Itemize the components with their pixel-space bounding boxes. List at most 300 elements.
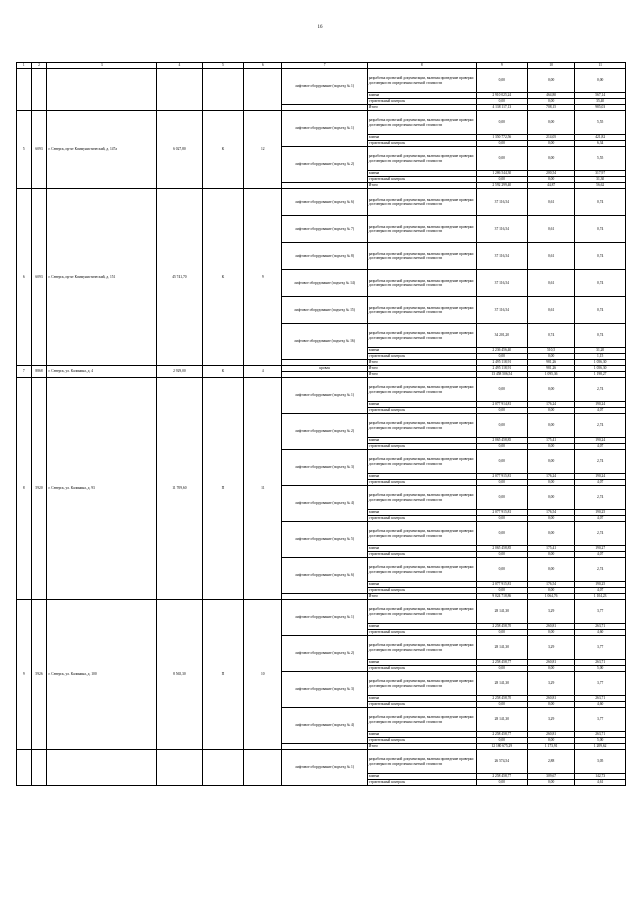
value-cell: 1 209,62 (575, 744, 626, 750)
work-label-cell: строительный контроль (367, 516, 476, 522)
work-label-cell: строительный контроль (367, 99, 476, 105)
value-cell: 1 350 772,56 (476, 135, 527, 141)
area-cell: 45 741,70 (157, 189, 203, 366)
value-cell: 1 064,76 (527, 594, 575, 600)
table-row (17, 69, 626, 93)
value-cell: 4,07 (575, 552, 626, 558)
house-code-cell: 5920 (31, 378, 47, 600)
work-label-cell: строительный контроль (367, 738, 476, 744)
work-label-cell: разработка проектной документации, включая проведение проверки достоверности определения сметной стоимости (367, 672, 476, 696)
work-label-cell: замена (367, 402, 476, 408)
work-label-cell: строительный контроль (367, 666, 476, 672)
floors-cell (244, 750, 282, 786)
floors-cell: 9 (244, 189, 282, 366)
elevator-item-cell: лифтовое оборудование (подъезд № 1) (282, 69, 367, 105)
area-cell: 2 929,00 (157, 366, 203, 378)
value-cell: 37 116,54 (476, 243, 527, 270)
work-label-cell: строительный контроль (367, 444, 476, 450)
elevator-item-cell: лифтовое оборудование (подъезд № 4) (282, 486, 367, 522)
elevator-item-cell: лифтовое оборудование (подъезд № 2) (282, 636, 367, 672)
value-cell: 4,07 (575, 444, 626, 450)
elevator-item-cell: лифтовое оборудование (подъезд № 1) (282, 378, 367, 414)
elevator-item-cell: лифтовое оборудование (подъезд № 16) (282, 324, 367, 360)
value-cell: 0,00 (527, 486, 575, 510)
value-cell: 0,00 (476, 702, 527, 708)
value-cell: 2 592 299,40 (476, 183, 527, 189)
row-number-cell: 7 (17, 366, 32, 378)
value-cell: 0,00 (527, 738, 575, 744)
table-row (17, 189, 626, 216)
work-label-cell: строительный контроль (367, 702, 476, 708)
value-cell: 142,73 (575, 774, 626, 780)
elevator-item-cell: лифтовое оборудование (подъезд № 3) (282, 450, 367, 486)
total-label-cell: Итого (367, 360, 476, 366)
house-code-cell: 8868 (31, 366, 47, 378)
value-cell: 0,74 (575, 270, 626, 297)
work-label-cell: разработка проектной документации, включая проведение проверки достоверности определения сметной стоимости (367, 486, 476, 510)
address-cell: г. Северск, ул. Калинина, д. 100 (47, 600, 157, 750)
value-cell: 260,81 (527, 624, 575, 630)
work-label-cell: Итого (367, 366, 476, 372)
value-cell: 34 201,20 (476, 324, 527, 348)
value-cell: 0,00 (476, 99, 527, 105)
work-label-cell: разработка проектной документации, включая проведение проверки достоверности определения сметной стоимости (367, 216, 476, 243)
value-cell: 37 116,54 (476, 270, 527, 297)
work-label-cell: разработка проектной документации, включая проведение проверки достоверности определения сметной стоимости (367, 450, 476, 474)
value-cell: 0,00 (527, 630, 575, 636)
work-label-cell: замена (367, 546, 476, 552)
value-cell: 0,00 (476, 630, 527, 636)
wall-type-cell (202, 69, 243, 111)
value-cell: 35,40 (575, 99, 626, 105)
value-cell: 0,00 (476, 450, 527, 474)
value-cell: 263,71 (575, 624, 626, 630)
area-cell: 11 709,60 (157, 378, 203, 600)
header-cell: 5 (202, 63, 243, 69)
value-cell: 200,54 (527, 171, 575, 177)
value-cell: 3,29 (527, 636, 575, 660)
work-label-cell: разработка проектной документации, включая проведение проверки достоверности определения сметной стоимости (367, 600, 476, 624)
value-cell: 0,00 (476, 486, 527, 510)
value-cell: 260,81 (527, 660, 575, 666)
elevator-item-cell: лифтовое оборудование (подъезд № 4) (282, 708, 367, 744)
wall-type-cell: К (202, 189, 243, 366)
elevator-item-cell: лифтовое оборудование (подъезд № 2) (282, 147, 367, 183)
value-cell: 2,74 (575, 414, 626, 438)
value-cell: 2,74 (575, 450, 626, 474)
work-label-cell: разработка проектной документации, включая проведение проверки достоверности определения сметной стоимости (367, 69, 476, 93)
work-label-cell: замена (367, 135, 476, 141)
value-cell: 2,74 (575, 378, 626, 402)
value-cell: 0,00 (476, 738, 527, 744)
value-cell: 4,07 (575, 516, 626, 522)
value-cell: 37 116,54 (476, 297, 527, 324)
header-cell: 6 (244, 63, 282, 69)
work-label-cell: замена (367, 93, 476, 99)
value-cell: 4,60 (575, 702, 626, 708)
value-cell: 2 077 915,81 (476, 474, 527, 480)
value-cell: 2 258 458,77 (476, 660, 527, 666)
work-label-cell: строительный контроль (367, 588, 476, 594)
value-cell: 13 458 506,54 (476, 372, 527, 378)
work-label-cell: строительный контроль (367, 177, 476, 183)
wall-type-cell: П (202, 378, 243, 600)
total-label-cell: Итого (367, 372, 476, 378)
table-row (17, 750, 626, 774)
value-cell: 176,24 (527, 402, 575, 408)
house-code-cell: 6093 (31, 111, 47, 189)
value-cell: 0,00 (527, 414, 575, 438)
value-cell: 2 258 458,70 (476, 624, 527, 630)
value-cell: 190,25 (575, 510, 626, 516)
work-label-cell: строительный контроль (367, 630, 476, 636)
value-cell: 0,61 (527, 216, 575, 243)
value-cell: 0,00 (527, 558, 575, 582)
value-cell: 3,29 (527, 600, 575, 624)
value-cell: 1,15 (575, 354, 626, 360)
value-cell: 0,00 (476, 408, 527, 414)
value-cell: 0,74 (575, 243, 626, 270)
total-label-cell: Итого (367, 105, 476, 111)
work-label-cell: замена (367, 732, 476, 738)
work-label-cell: разработка проектной документации, включая проведение проверки достоверности определения сметной стоимости (367, 324, 476, 348)
value-cell: 1 198,27 (575, 372, 626, 378)
value-cell: 0,00 (527, 552, 575, 558)
value-cell: 1 173,91 (527, 744, 575, 750)
value-cell: 2 065 458,85 (476, 546, 527, 552)
value-cell: 0,00 (476, 552, 527, 558)
register-table-body (17, 63, 626, 786)
value-cell: 0,00 (476, 147, 527, 171)
value-cell: 28 141,30 (476, 672, 527, 696)
elevator-item-cell: лифтовое оборудование (подъезд № 6) (282, 189, 367, 216)
value-cell: 176,24 (527, 474, 575, 480)
header-cell: 10 (527, 63, 575, 69)
value-cell: 176,54 (527, 510, 575, 516)
value-cell: 4,07 (575, 588, 626, 594)
value-cell: 0,61 (527, 297, 575, 324)
value-cell: 190,24 (575, 474, 626, 480)
header-cell: 2 (31, 63, 47, 69)
value-cell: 0,00 (476, 588, 527, 594)
value-cell: 1 056,30 (575, 366, 626, 372)
value-cell: 44,87 (527, 183, 575, 189)
value-cell: 2 065 458,85 (476, 438, 527, 444)
value-cell: 5,00 (575, 666, 626, 672)
value-cell: 31,20 (575, 348, 626, 354)
work-label-cell: разработка проектной документации, включая проведение проверки достоверности определения сметной стоимости (367, 270, 476, 297)
work-label-cell: разработка проектной документации, включая проведение проверки достоверности определения сметной стоимости (367, 297, 476, 324)
value-cell: 0,00 (527, 99, 575, 105)
value-cell: 2 495 118,91 (476, 366, 527, 372)
wall-type-cell: П (202, 600, 243, 750)
value-cell: 176,54 (527, 582, 575, 588)
value-cell: 28 141,30 (476, 636, 527, 660)
value-cell: 0,00 (476, 354, 527, 360)
value-cell: 12 180 675,29 (476, 744, 527, 750)
value-cell: 317,97 (575, 171, 626, 177)
value-cell: 31,30 (575, 177, 626, 183)
value-cell: 0,74 (575, 216, 626, 243)
value-cell: 0,00 (527, 516, 575, 522)
work-label-cell: строительный контроль (367, 552, 476, 558)
work-label-cell: замена (367, 582, 476, 588)
address-cell (47, 750, 157, 786)
value-cell: 0,00 (527, 141, 575, 147)
value-cell: 0,00 (476, 780, 527, 786)
address-cell: г. Северск, ул. Калинина, д. 93 (47, 378, 157, 600)
value-cell: 464,80 (527, 93, 575, 99)
capital-repair-register-table (16, 62, 626, 786)
value-cell: 510,5 (527, 348, 575, 354)
value-cell: 3,29 (527, 708, 575, 732)
elevator-item-cell: лифтовое оборудование (подъезд № 15) (282, 297, 367, 324)
value-cell: 0,00 (527, 111, 575, 135)
value-cell: 0,00 (527, 69, 575, 93)
value-cell: 0,00 (527, 480, 575, 486)
page-number: 16 (317, 25, 323, 30)
elevator-item-cell: лифтовое оборудование (подъезд № 5) (282, 522, 367, 558)
work-label-cell: замена (367, 171, 476, 177)
value-cell: 5,00 (575, 738, 626, 744)
value-cell: 28 141,30 (476, 708, 527, 732)
work-label-cell: строительный контроль (367, 408, 476, 414)
header-cell: 8 (367, 63, 476, 69)
value-cell: 421,82 (575, 135, 626, 141)
elevator-item-cell: лифтовое оборудование (подъезд № 6) (282, 558, 367, 594)
area-cell: 8 565,30 (157, 600, 203, 750)
value-cell: 0,00 (527, 450, 575, 474)
value-cell: 56,62 (575, 183, 626, 189)
house-code-cell: 5926 (31, 600, 47, 750)
value-cell: 0,00 (527, 588, 575, 594)
floors-cell: 11 (244, 378, 282, 600)
value-cell: 708,15 (527, 105, 575, 111)
work-label-cell: разработка проектной документации, включая проведение проверки достоверности определения сметной стоимости (367, 522, 476, 546)
value-cell: 567,14 (575, 93, 626, 99)
floors-cell: 12 (244, 111, 282, 189)
work-name-cell: кровля (282, 366, 367, 372)
elevator-item-cell: лифтовое оборудование (подъезд № 7) (282, 216, 367, 243)
value-cell: 3,77 (575, 636, 626, 660)
work-label-cell: разработка проектной документации, включая проведение проверки достоверности определения сметной стоимости (367, 750, 476, 774)
value-cell: 0,00 (476, 414, 527, 438)
work-label-cell: разработка проектной документации, включая проведение проверки достоверности определения сметной стоимости (367, 414, 476, 438)
value-cell: 0,61 (527, 270, 575, 297)
value-cell: 3,77 (575, 672, 626, 696)
address-cell (47, 69, 157, 111)
value-cell: 2 258 458,70 (476, 696, 527, 702)
value-cell: 0,74 (575, 297, 626, 324)
value-cell: 214,05 (527, 135, 575, 141)
value-cell: 2 236 456,40 (476, 348, 527, 354)
work-label-cell: строительный контроль (367, 141, 476, 147)
address-cell: г. Северск, пр-кт Коммунистический, д. 151 (47, 189, 157, 366)
value-cell: 175,41 (527, 546, 575, 552)
value-cell: 2,74 (575, 558, 626, 582)
header-cell: 7 (282, 63, 367, 69)
value-cell: 4,61 (575, 780, 626, 786)
value-cell: 3,77 (575, 600, 626, 624)
total-label-cell: Итого (367, 594, 476, 600)
work-label-cell: разработка проектной документации, включая проведение проверки достоверности определения сметной стоимости (367, 111, 476, 135)
value-cell: 2 495 118,91 (476, 360, 527, 366)
header-cell: 11 (575, 63, 626, 69)
value-cell: 6,34 (575, 141, 626, 147)
house-code-cell: 6093 (31, 189, 47, 366)
house-code-cell (31, 69, 47, 111)
elevator-item-cell: лифтовое оборудование (подъезд № 1) (282, 750, 367, 786)
value-cell: 2 910 025,24 (476, 93, 527, 99)
value-cell: 9 024 718,86 (476, 594, 527, 600)
value-cell: 4 138 117,13 (476, 105, 527, 111)
value-cell: 0,74 (575, 189, 626, 216)
value-cell: 190,25 (575, 582, 626, 588)
value-cell: 0,00 (476, 666, 527, 672)
table-row (17, 378, 626, 402)
work-label-cell: разработка проектной документации, включая проведение проверки достоверности определения сметной стоимости (367, 378, 476, 402)
row-number-cell: 8 (17, 378, 32, 600)
value-cell: 2 077 915,81 (476, 510, 527, 516)
value-cell: 0,00 (476, 378, 527, 402)
table-row (17, 600, 626, 624)
value-cell: 4,07 (575, 480, 626, 486)
value-cell: 0,74 (527, 324, 575, 348)
work-label-cell: строительный контроль (367, 480, 476, 486)
work-label-cell: разработка проектной документации, включая проведение проверки достоверности определения сметной стоимости (367, 147, 476, 171)
elevator-item-cell: лифтовое оборудование (подъезд № 14) (282, 270, 367, 297)
value-cell: 2 077 915,81 (476, 582, 527, 588)
value-cell: 0,61 (527, 189, 575, 216)
value-cell: 2 258 458,77 (476, 774, 527, 780)
elevator-item-cell: лифтовое оборудование (подъезд № 1) (282, 111, 367, 147)
row-number-cell: 9 (17, 600, 32, 750)
value-cell: 263,71 (575, 696, 626, 702)
area-cell: 6 027,80 (157, 111, 203, 189)
value-cell: 4,07 (575, 408, 626, 414)
value-cell: 0,00 (476, 69, 527, 93)
value-cell: 263,71 (575, 732, 626, 738)
total-label-cell: Итого (367, 183, 476, 189)
floors-cell (244, 69, 282, 111)
elevator-item-cell: лифтовое оборудование (подъезд № 1) (282, 600, 367, 636)
value-cell: 5,55 (575, 147, 626, 171)
work-label-cell: замена (367, 624, 476, 630)
work-label-cell: разработка проектной документации, включая проведение проверки достоверности определения сметной стоимости (367, 243, 476, 270)
value-cell: 260,81 (527, 696, 575, 702)
table-row (17, 111, 626, 135)
value-cell: 309,67 (527, 774, 575, 780)
value-cell: 0,61 (527, 243, 575, 270)
value-cell: 0,00 (527, 444, 575, 450)
work-label-cell: строительный контроль (367, 354, 476, 360)
value-cell: 190,24 (575, 402, 626, 408)
row-number-cell: 5 (17, 111, 32, 189)
work-label-cell: замена (367, 774, 476, 780)
address-cell: г. Северск, ул. Калинина, д. 4 (47, 366, 157, 378)
value-cell: 2,88 (527, 750, 575, 774)
value-cell: 0,00 (527, 378, 575, 402)
value-cell: 28 141,30 (476, 600, 527, 624)
value-cell: 0,00 (527, 177, 575, 183)
header-cell: 9 (476, 63, 527, 69)
area-cell (157, 69, 203, 111)
value-cell: 3,05 (575, 750, 626, 774)
value-cell: 0,00 (476, 177, 527, 183)
value-cell: 981,26 (527, 366, 575, 372)
value-cell: 0,74 (575, 324, 626, 348)
value-cell: 2,74 (575, 522, 626, 546)
value-cell: 0,00 (527, 666, 575, 672)
value-cell: 190,24 (575, 438, 626, 444)
area-cell (157, 750, 203, 786)
value-cell: 4,60 (575, 630, 626, 636)
value-cell: 3,77 (575, 708, 626, 732)
value-cell: 985,03 (575, 105, 626, 111)
value-cell: 1 104,23 (575, 594, 626, 600)
work-label-cell: строительный контроль (367, 780, 476, 786)
value-cell: 0,00 (527, 354, 575, 360)
value-cell: 2 258 458,77 (476, 732, 527, 738)
value-cell: 1 095,36 (527, 372, 575, 378)
value-cell: 0,00 (476, 480, 527, 486)
work-label-cell: замена (367, 474, 476, 480)
header-cell: 4 (157, 63, 203, 69)
value-cell: 0,00 (476, 516, 527, 522)
work-label-cell: замена (367, 510, 476, 516)
value-cell: 190,27 (575, 546, 626, 552)
value-cell: 0,00 (476, 444, 527, 450)
work-label-cell: замена (367, 438, 476, 444)
value-cell: 3,29 (527, 672, 575, 696)
value-cell: 0,00 (527, 702, 575, 708)
value-cell: 2,74 (575, 486, 626, 510)
house-code-cell (31, 750, 47, 786)
elevator-item-cell: лифтовое оборудование (подъезд № 3) (282, 672, 367, 708)
work-label-cell: разработка проектной документации, включая проведение проверки достоверности определения сметной стоимости (367, 558, 476, 582)
row-number-cell (17, 69, 32, 111)
address-cell: г. Северск, пр-кт Коммунистический, д. 147а (47, 111, 157, 189)
value-cell: 0,00 (527, 780, 575, 786)
value-cell: 260,81 (527, 732, 575, 738)
floors-cell: 10 (244, 600, 282, 750)
total-label-cell: Итого (367, 744, 476, 750)
value-cell: 0,00 (575, 69, 626, 93)
value-cell: 5,55 (575, 111, 626, 135)
value-cell: 1 286 544,30 (476, 171, 527, 177)
value-cell: 26 574,54 (476, 750, 527, 774)
value-cell: 37 116,54 (476, 216, 527, 243)
elevator-item-cell: лифтовое оборудование (подъезд № 2) (282, 414, 367, 450)
work-label-cell: замена (367, 348, 476, 354)
value-cell: 0,00 (476, 558, 527, 582)
wall-type-cell (202, 750, 243, 786)
value-cell: 175,41 (527, 438, 575, 444)
row-number-cell (17, 750, 32, 786)
value-cell: 981,26 (527, 360, 575, 366)
work-label-cell: разработка проектной документации, включая проведение проверки достоверности определения сметной стоимости (367, 708, 476, 732)
value-cell: 263,71 (575, 660, 626, 666)
value-cell: 0,00 (527, 408, 575, 414)
wall-type-cell: К (202, 366, 243, 378)
value-cell: 1 056,30 (575, 360, 626, 366)
value-cell: 0,00 (476, 522, 527, 546)
elevator-item-cell: лифтовое оборудование (подъезд № 8) (282, 243, 367, 270)
work-label-cell: разработка проектной документации, включая проведение проверки достоверности определения сметной стоимости (367, 636, 476, 660)
header-cell: 3 (47, 63, 157, 69)
value-cell: 0,00 (527, 147, 575, 171)
work-label-cell: замена (367, 696, 476, 702)
